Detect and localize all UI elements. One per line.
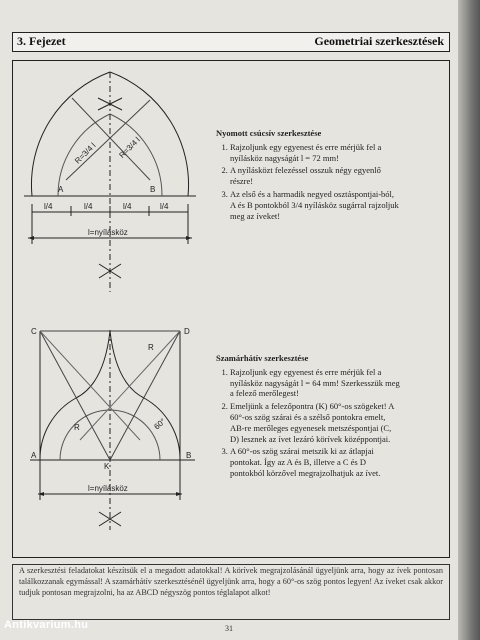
fig2-label-k: K — [104, 462, 110, 471]
fig2-radius-r1: R — [148, 343, 154, 352]
note-box — [12, 564, 450, 620]
pointed-arch-heading: Nyomott csúcsív szerkesztése — [216, 128, 322, 138]
fig2-span-label: l=nyílásköz — [88, 484, 128, 493]
ogee-arch-steps — [216, 367, 401, 479]
fig1-quarter-1: l/4 — [44, 202, 53, 211]
ogee-arch-step-2: 2. Emeljünk a felezőpontra (K) 60°-os szögeket! A 60°-os szög szárai és a szélső pontokra emelt, AB-re merőleges egyenesek metszéspontjai (C, D) lesznek az ívet lezáró körívek középpontjai. — [230, 401, 401, 444]
fig1-radius-right: R=3/4 l — [117, 135, 142, 160]
fig1-quarter-2: l/4 — [84, 202, 93, 211]
fig2-radius-r2: R — [74, 423, 80, 432]
fig2-label-b: B — [186, 451, 192, 460]
page-number: 31 — [225, 624, 233, 633]
fig2-label-a: A — [31, 451, 37, 460]
pointed-arch-figure — [24, 72, 196, 292]
ogee-arch-step-1: 1. Rajzoljunk egy egyenest és erre mérjük fel a nyílásköz nagyságát l = 64 mm! Szerkesszük meg a felező merőlegest! — [230, 367, 401, 399]
pointed-arch-step-1: 1. Rajzoljunk egy egyenest és erre mérjük fel a nyílásköz nagyságát l = 72 mm! — [230, 142, 401, 164]
note-text: A szerkesztési feladatokat készítsük el a megadott adatokkal! A körívek megrajzolásánál ügyeljünk arra, hogy az ívek pontosan találkozzanak egymással! A szamárhátív szerkesztésénél ügyeljünk arra, hogy a 60°-os szög pontos legyen! Az íveket csak akkor tudjuk pontosan megrajzolni, ha az ABCD négyszög pontos téglalapot alkot! — [19, 566, 443, 597]
book-edge — [458, 0, 480, 640]
fig2-angle: 60° — [152, 416, 168, 432]
fig1-radius-left: R=3/4 l — [73, 141, 98, 166]
fig2-label-d: D — [184, 327, 190, 336]
pointed-arch-step-3: 3. Az első és a harmadik negyed osztáspontjai-ból, A és B pontokból 3/4 nyílásköz sugárral rajzoljuk meg az íveket! — [230, 189, 401, 221]
fig1-quarter-3: l/4 — [123, 202, 132, 211]
ogee-arch-instructions — [216, 353, 401, 481]
pointed-arch-steps — [216, 142, 401, 222]
fig2-label-c: C — [31, 327, 37, 336]
watermark: Antikvarium.hu — [4, 619, 89, 631]
chapter-number: 3. Fejezet — [17, 34, 66, 48]
pointed-arch-instructions — [216, 128, 401, 223]
fig1-quarter-4: l/4 — [160, 202, 169, 211]
ogee-arch-figure — [30, 330, 195, 530]
fig1-label-a: A — [58, 185, 64, 194]
ogee-arch-step-3: 3. A 60°-os szög szárai metszik ki az átlapjai pontokat. Így az A és B, illetve a C és D pontokból körzővel megrajzolhatjuk az ívet. — [230, 446, 401, 478]
fig1-label-b: B — [150, 185, 156, 194]
ogee-arch-heading: Szamárhátív szerkesztése — [216, 353, 309, 363]
pointed-arch-step-2: 2. A nyílásközt felezéssel osszuk négy egyenlő részre! — [230, 165, 401, 187]
chapter-title: Geometriai szerkesztések — [314, 34, 444, 48]
fig1-span-label: l=nyílásköz — [88, 228, 128, 237]
